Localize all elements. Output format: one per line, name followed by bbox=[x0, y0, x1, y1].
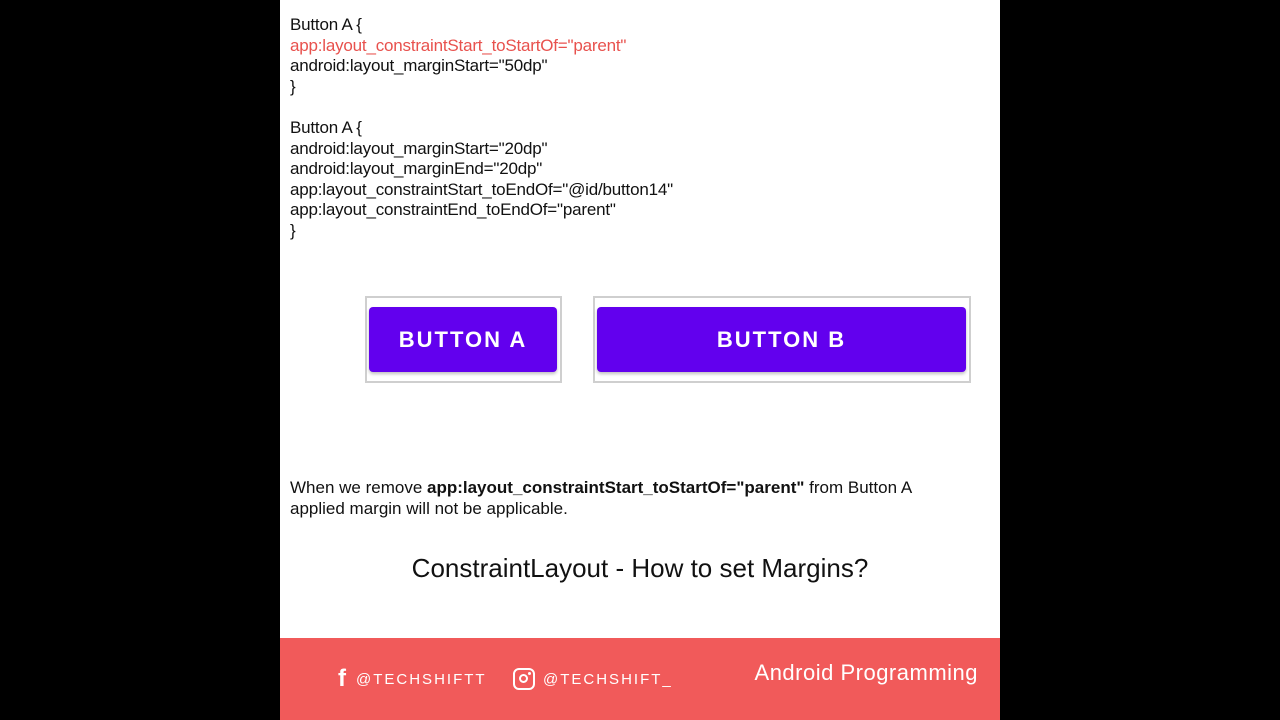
explanation-attribute: app:layout_constraintStart_toStartOf="parent" bbox=[427, 478, 805, 497]
button-a-bounds bbox=[365, 296, 562, 383]
page-title: ConstraintLayout - How to set Margins? bbox=[411, 553, 869, 583]
code-line: Button A { bbox=[290, 15, 362, 34]
code-line: android:layout_marginStart="20dp" bbox=[290, 138, 548, 158]
code-line: app:layout_constraintStart_toEndOf="@id/button14" bbox=[290, 179, 673, 199]
instagram-link[interactable] bbox=[513, 666, 673, 692]
explanation-suffix: from Button A bbox=[804, 478, 913, 497]
instagram-icon bbox=[513, 668, 535, 690]
code-line: app:layout_constraintEnd_toEndOf="parent" bbox=[290, 200, 616, 219]
footer-bar bbox=[280, 638, 1000, 720]
button-b-bounds bbox=[593, 296, 971, 383]
button-a[interactable]: BUTTON A bbox=[369, 307, 557, 372]
facebook-link[interactable] bbox=[338, 666, 487, 692]
code-line: } bbox=[290, 76, 296, 96]
explanation-text bbox=[290, 477, 990, 519]
explanation-line2: applied margin will not be applicable. bbox=[290, 499, 568, 518]
code-block-2 bbox=[290, 118, 990, 241]
explanation-prefix: When we remove bbox=[290, 478, 427, 497]
code-line: android:layout_marginStart="50dp" bbox=[290, 56, 548, 75]
facebook-icon: f bbox=[338, 665, 348, 692]
instagram-handle: @TECHSHIFT_ bbox=[543, 670, 673, 688]
code-line: android:layout_marginEnd="20dp" bbox=[290, 159, 543, 178]
code-line: Button A { bbox=[290, 118, 362, 137]
code-block-1 bbox=[290, 15, 990, 97]
brand-label: Android Programming bbox=[754, 660, 978, 685]
code-line-highlighted: app:layout_constraintStart_toStartOf="parent" bbox=[290, 35, 627, 55]
facebook-handle: @TECHSHIFTT bbox=[356, 670, 487, 688]
slide-card bbox=[280, 0, 1000, 720]
button-b[interactable]: BUTTON B bbox=[597, 307, 966, 372]
code-line: } bbox=[290, 220, 296, 240]
